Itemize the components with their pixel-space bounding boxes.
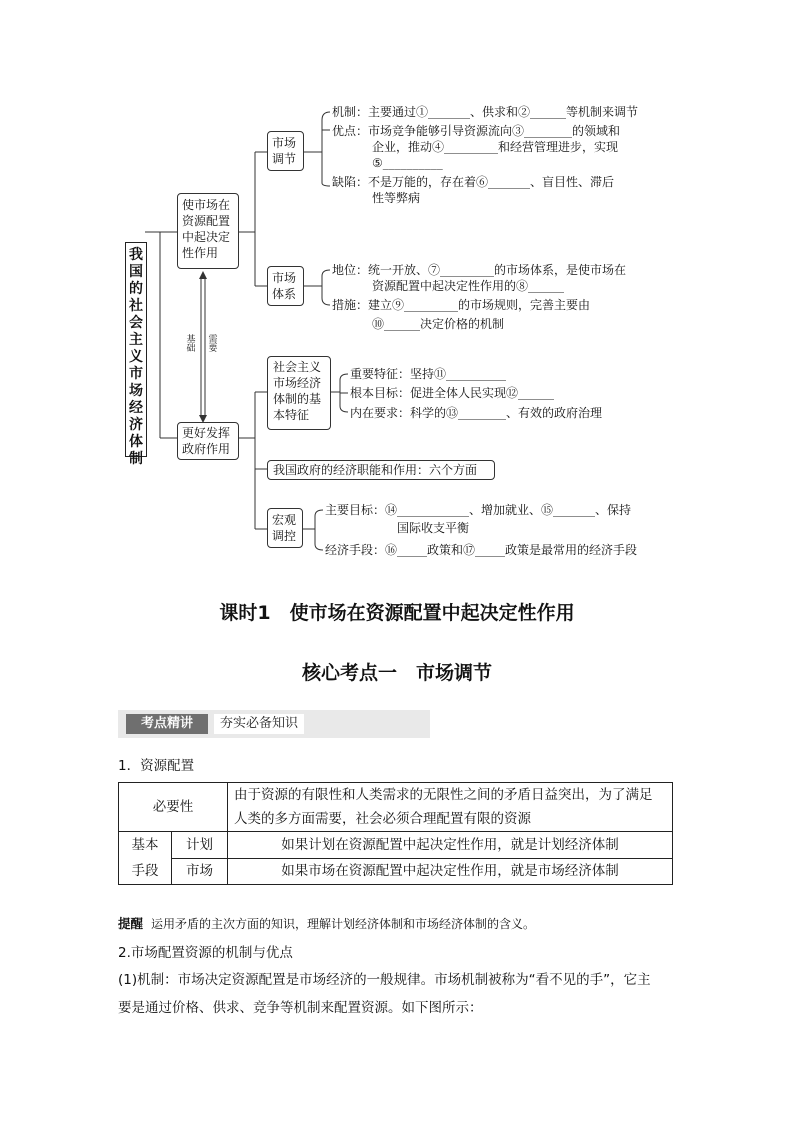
macro-means: 经济手段：⑯_____政策和⑰_____政策是最常用的经济手段 xyxy=(325,543,638,557)
branch-line: 性作用 xyxy=(182,246,219,260)
gov-functions-text: 我国政府的经济职能和作用：六个方面 xyxy=(273,463,478,477)
tip-label: 提醒 xyxy=(118,916,144,931)
table-row xyxy=(119,783,673,832)
branch-line: 中起决定 xyxy=(182,230,231,244)
table-cell-market-text: 如果市场在资源配置中起决定性作用，就是市场经济体制 xyxy=(228,858,673,885)
node-basic-features xyxy=(267,356,331,430)
regulation-advantage-cont: ⑤__________ xyxy=(372,156,443,170)
heading-mechanism: 2.市场配置资源的机制与优点 xyxy=(118,945,293,961)
root-char: 市 xyxy=(129,366,143,382)
branch-government-role xyxy=(177,422,239,460)
link-label-base xyxy=(186,336,196,354)
banner-sub: 夯实必备知识 xyxy=(214,714,304,734)
system-measure: 措施：建立⑨_________的市场规则，完善主要由 xyxy=(332,298,591,312)
node-market-regulation xyxy=(267,131,304,171)
node-macro-control xyxy=(267,508,303,548)
node-line: 体制的基 xyxy=(273,392,322,406)
resource-allocation-table xyxy=(118,782,673,885)
root-char: 义 xyxy=(129,349,143,365)
root-char: 社 xyxy=(129,298,143,314)
table-cell-plan-label: 计划 xyxy=(172,832,228,859)
root-char: 济 xyxy=(129,417,143,433)
branch-line: 政府作用 xyxy=(182,442,231,456)
root-char: 的 xyxy=(129,281,143,297)
link-char: 要 xyxy=(208,344,218,354)
node-line: 市场经济 xyxy=(273,376,322,390)
system-status: 地位：统一开放、⑦_________的市场体系，是使市场在 xyxy=(332,263,627,277)
root-char: 主 xyxy=(129,332,143,348)
feature-requirement: 内在要求：科学的⑬________、有效的政府治理 xyxy=(350,406,603,420)
root-char: 制 xyxy=(129,451,143,467)
feature-important: 重要特征：坚持⑪__________ xyxy=(350,367,507,381)
macro-goal: 主要目标：⑭____________、增加就业、⑮_______、保持 xyxy=(325,503,632,517)
feature-goal: 根本目标：促进全体人民实现⑫______ xyxy=(350,386,555,400)
section-banner xyxy=(118,710,430,738)
root-char: 国 xyxy=(129,264,143,280)
node-line: 市场 xyxy=(272,136,297,150)
link-char: 础 xyxy=(186,344,196,354)
table-cell-plan-text: 如果计划在资源配置中起决定性作用，就是计划经济体制 xyxy=(228,832,673,859)
system-status-cont: 资源配置中起决定性作用的⑧______ xyxy=(372,279,565,293)
basic-means-line: 手段 xyxy=(131,863,159,879)
macro-goal-cont: 国际收支平衡 xyxy=(397,521,470,535)
regulation-mechanism: 机制：主要通过①_______、供求和②______等机制来调节 xyxy=(332,105,639,119)
lesson-title: 课时1 使市场在资源配置中起决定性作用 xyxy=(219,602,575,624)
regulation-advantage-cont: 企业，推动④_________和经营管理进步，实现 xyxy=(372,140,619,154)
node-line: 调控 xyxy=(272,529,297,543)
regulation-defect-cont: 性等弊病 xyxy=(372,191,421,205)
node-line: 体系 xyxy=(272,287,297,301)
branch-line: 使市场在 xyxy=(182,198,231,212)
section-title: 核心考点一 市场调节 xyxy=(301,662,492,684)
link-label-need xyxy=(208,336,218,354)
tip-text: 运用矛盾的主次方面的知识，理解计划经济体制和市场经济体制的含义。 xyxy=(150,917,535,931)
table-row xyxy=(119,858,673,885)
regulation-advantage: 优点：市场竞争能够引导资源流向③________的领域和 xyxy=(332,124,621,138)
regulation-defect: 缺陷：不是万能的，存在着⑥_______、盲目性、滞后 xyxy=(332,175,615,189)
root-char: 经 xyxy=(129,400,143,416)
node-line: 宏观 xyxy=(272,513,297,527)
need-text-line: 由于资源的有限性和人类需求的无限性之间的矛盾日益突出，为了满足 xyxy=(234,787,653,803)
paragraph-line: (1)机制：市场决定资源配置是市场经济的一般规律。市场机制被称为“看不见的手”，它主 xyxy=(118,972,651,988)
root-char: 体 xyxy=(129,434,143,450)
need-text-line: 人类的多方面需要，社会必须合理配置有限的资源 xyxy=(234,811,531,827)
banner-key: 考点精讲 xyxy=(126,714,208,734)
root-char: 场 xyxy=(129,383,143,399)
branch-line: 更好发挥 xyxy=(182,426,231,440)
basic-means-line: 基本 xyxy=(131,837,159,853)
heading-resource-allocation: 1．资源配置 xyxy=(118,758,195,774)
table-cell-market-label: 市场 xyxy=(172,858,228,885)
branch-line: 资源配置 xyxy=(182,214,231,228)
root-char: 我 xyxy=(129,247,143,263)
root-char: 会 xyxy=(129,315,143,331)
node-line: 本特征 xyxy=(273,408,310,422)
paragraph-line: 要是通过价格、供求、竞争等机制来配置资源。如下图所示： xyxy=(118,1000,483,1016)
system-measure-cont: ⑩______决定价格的机制 xyxy=(372,317,505,331)
node-market-system xyxy=(267,266,304,306)
mind-map-root xyxy=(125,242,147,467)
table-row xyxy=(119,832,673,859)
table-cell-need-text xyxy=(228,783,673,832)
table-cell-basic-means xyxy=(119,832,172,885)
node-line: 社会主义 xyxy=(273,360,322,374)
node-line: 市场 xyxy=(272,271,297,285)
tip xyxy=(118,914,535,934)
branch-market-decisive xyxy=(177,193,239,269)
table-cell-need-label: 必要性 xyxy=(119,783,228,832)
link-char: 需 xyxy=(208,335,218,345)
node-government-functions xyxy=(267,460,495,480)
node-line: 调节 xyxy=(272,152,297,166)
link-char: 基 xyxy=(186,335,196,345)
